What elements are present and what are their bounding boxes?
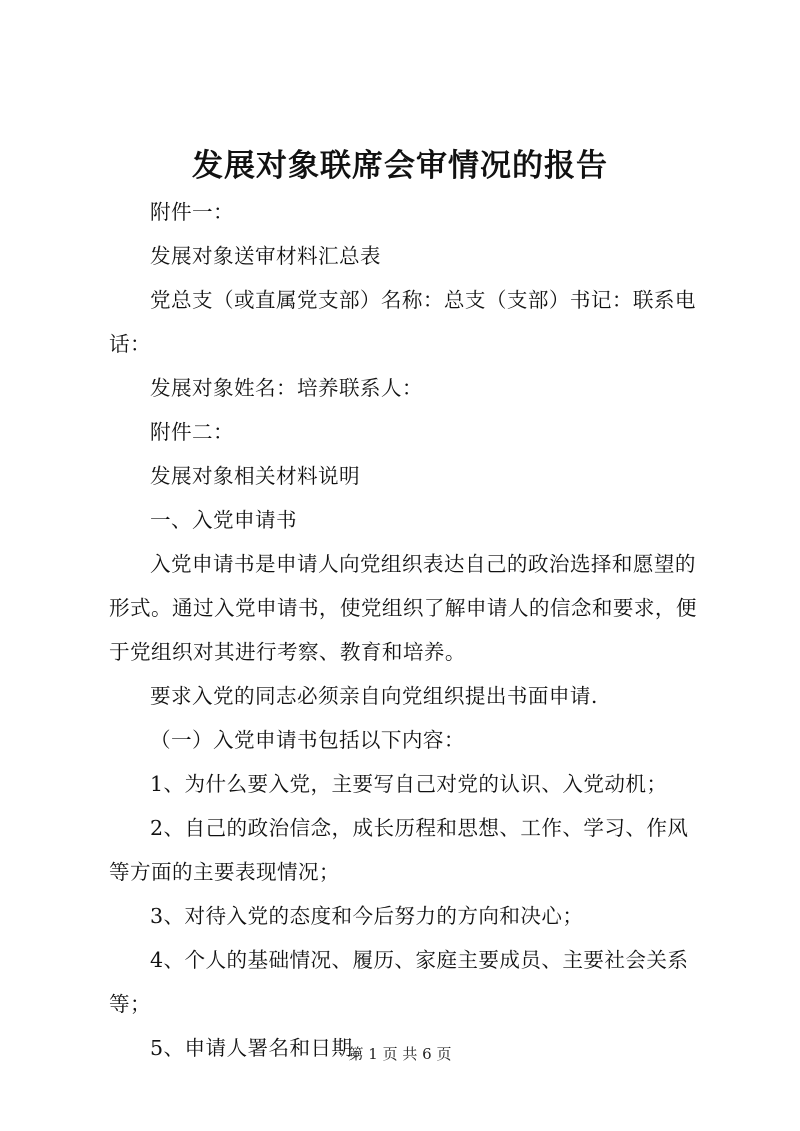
section-heading: 一、入党申请书 — [150, 508, 297, 532]
list-item: 3、对待入党的态度和今后努力的方向和决心； — [150, 904, 584, 928]
page-number-footer: 第 1 页 共 6 页 — [348, 1045, 452, 1063]
subsection-heading: （一）入党申请书包括以下内容： — [150, 728, 465, 752]
candidate-info-line: 发展对象姓名：培养联系人： — [150, 376, 423, 400]
application-description-paragraph: 入党申请书是申请人向党组织表达自己的政治选择和愿望的形式。通过入党申请书，使党组织了解申请人的信念和要求，便于党组织对其进行考察、教育和培养。 — [109, 552, 697, 664]
list-item: 4、个人的基础情况、履历、家庭主要成员、主要社会关系等； — [109, 948, 689, 1016]
list-item: 1、为什么要入党，主要写自己对党的认识、入党动机； — [150, 772, 668, 796]
attachment-one-label: 附件一： — [150, 200, 234, 224]
attachment-two-label: 附件二： — [150, 420, 234, 444]
summary-table-title: 发展对象送审材料汇总表 — [150, 244, 381, 268]
written-application-requirement: 要求入党的同志必须亲自向党组织提出书面申请. — [150, 684, 598, 708]
branch-info-line: 党总支（或直属党支部）名称：总支（支部）书记：联系电话： — [109, 288, 696, 356]
list-item: 5、申请人署名和日期。 — [150, 1036, 374, 1060]
materials-explanation-title: 发展对象相关材料说明 — [150, 464, 360, 488]
list-item: 2、自己的政治信念，成长历程和思想、工作、学习、作风等方面的主要表现情况； — [109, 816, 689, 884]
document-title: 发展对象联席会审情况的报告 — [192, 148, 608, 184]
document-body — [109, 190, 699, 1070]
